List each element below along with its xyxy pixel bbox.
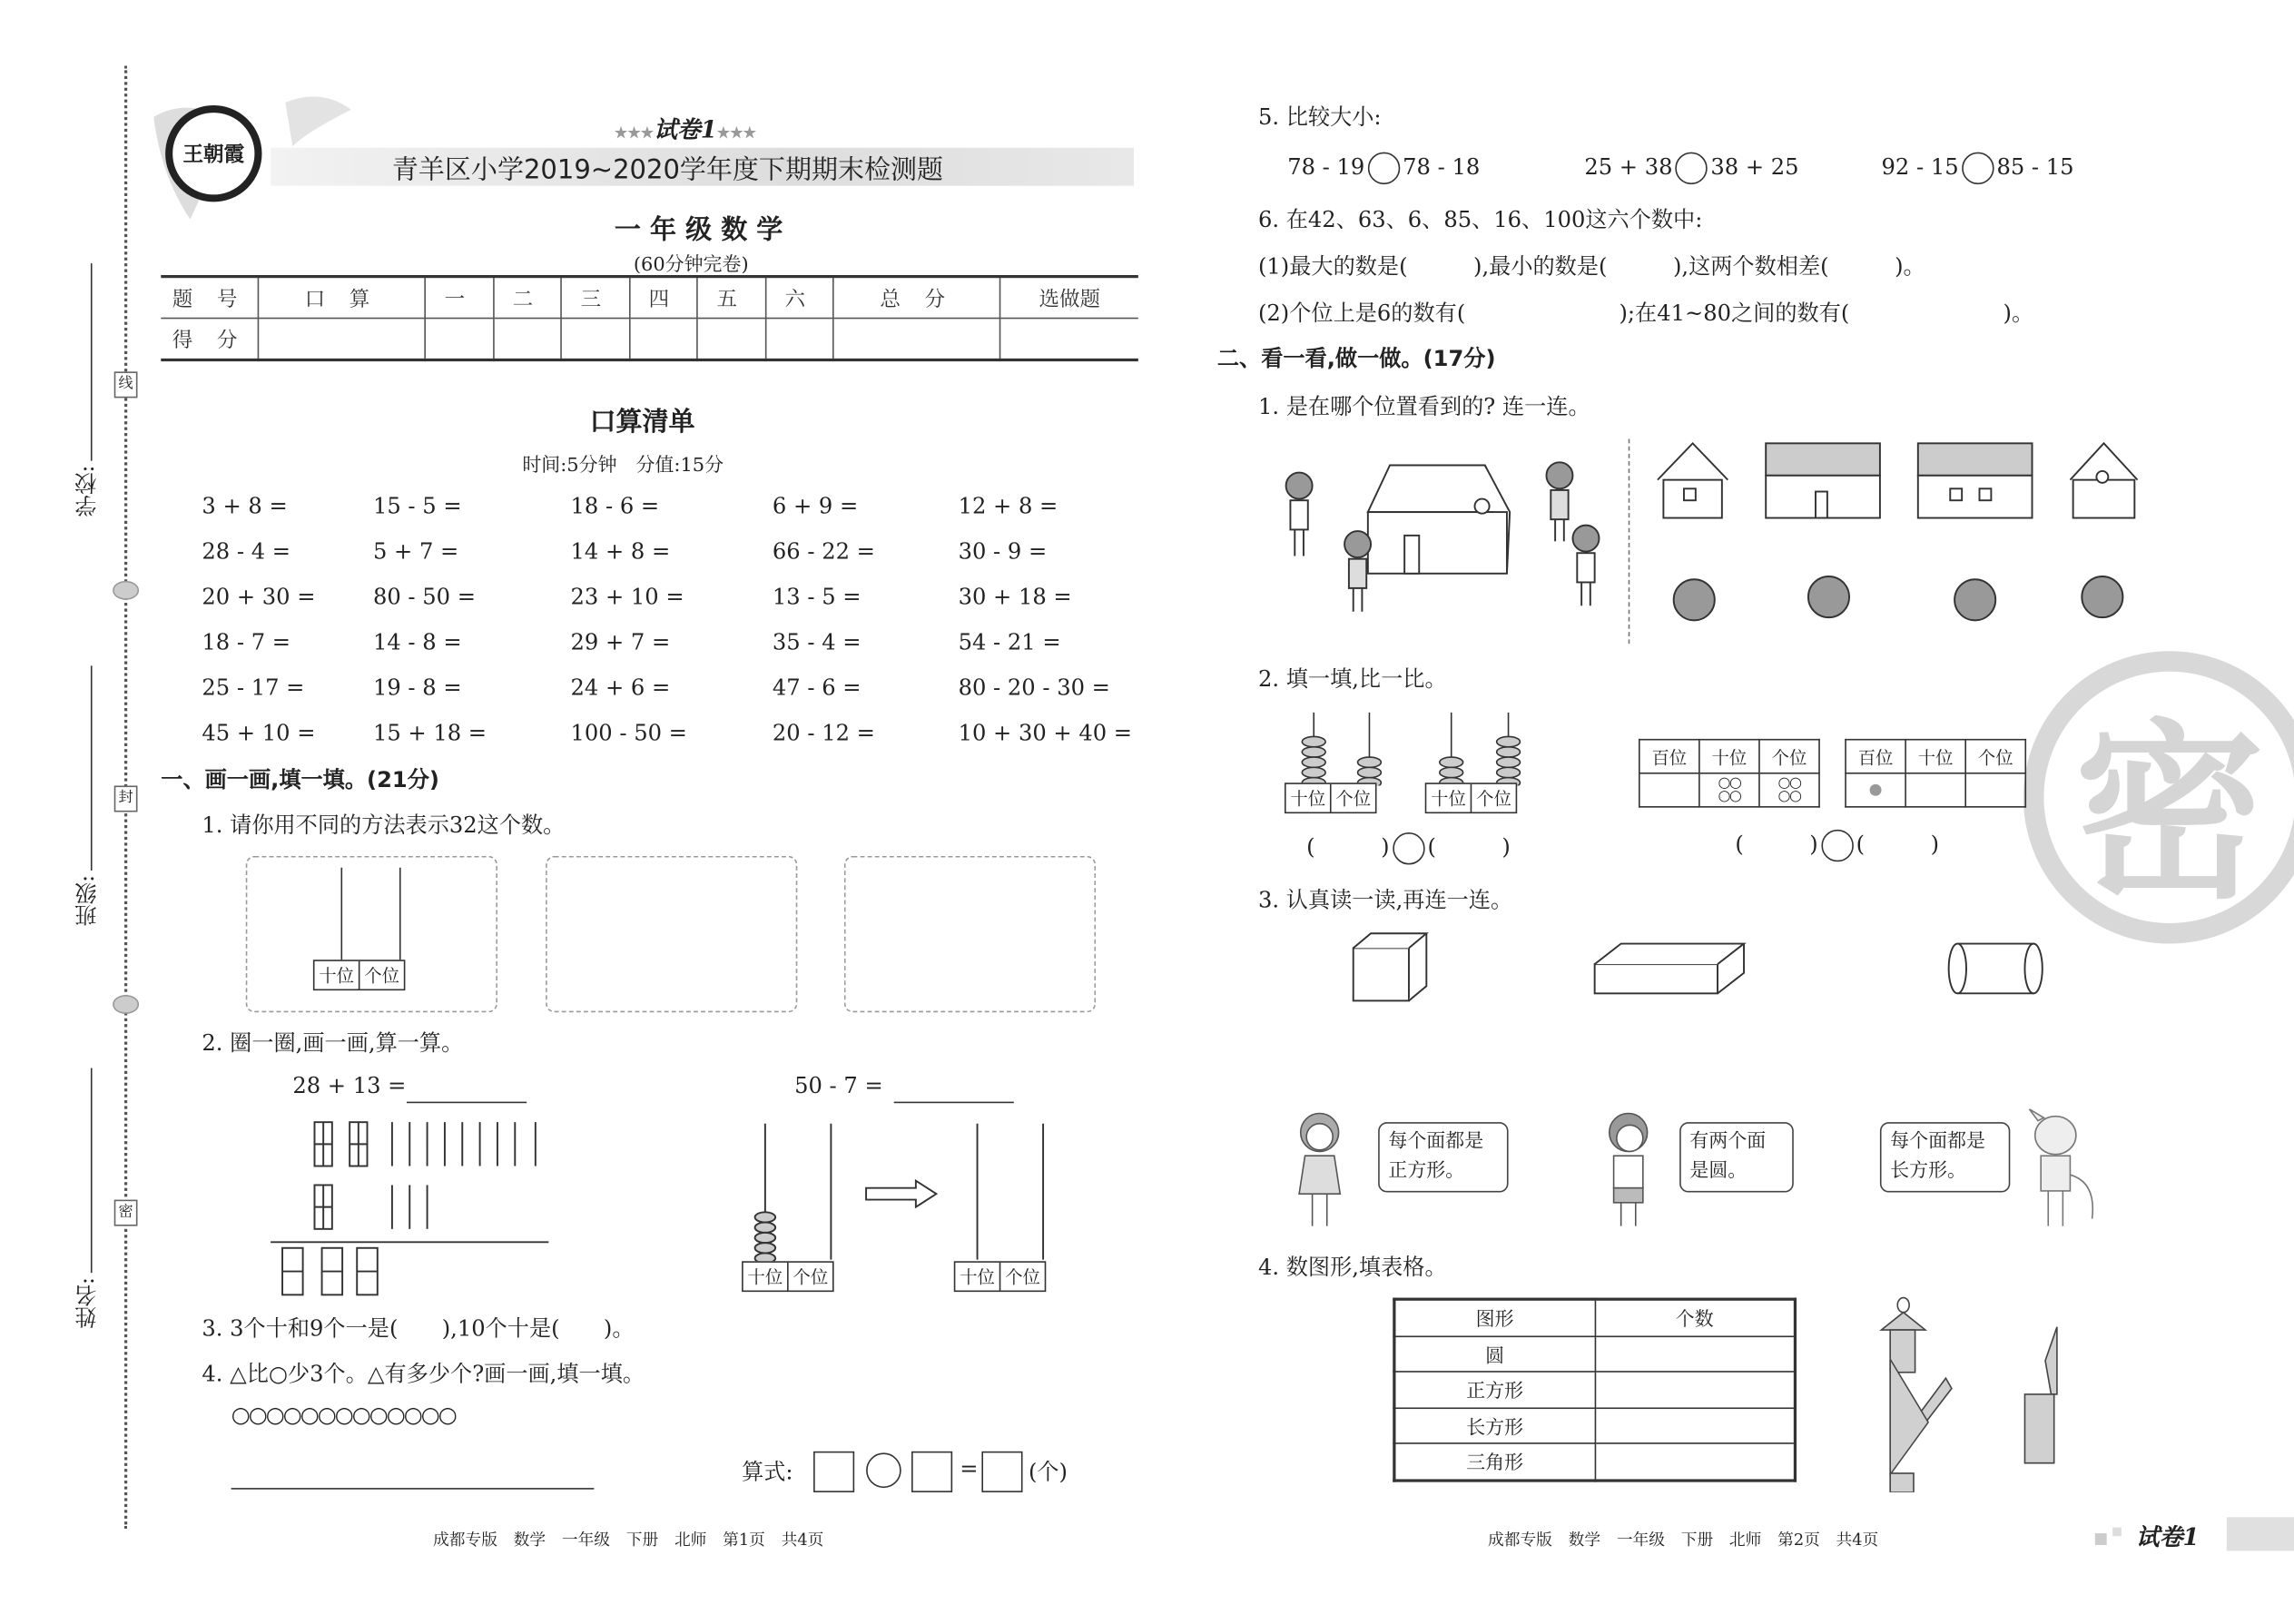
score-cell[interactable] xyxy=(425,319,493,360)
place-value-table xyxy=(1845,739,2026,808)
tens-label: 十位 xyxy=(314,961,359,989)
abacus-with-beads xyxy=(739,1119,863,1265)
calc-item: 15 - 5 = xyxy=(372,493,462,520)
star-icon: ★★★ xyxy=(716,125,757,143)
calc-item: 66 - 22 = xyxy=(772,538,875,566)
calc-item: 29 + 7 = xyxy=(570,629,671,656)
badge-decoration xyxy=(2095,1533,2107,1545)
abacus-rod xyxy=(341,868,343,961)
header-cell: 题 号 xyxy=(161,277,258,319)
ones-label: 个位 xyxy=(1476,788,1511,810)
calc-item: 3 + 8 = xyxy=(202,493,288,520)
page-footer-right: 成都专版 数学 一年级 下册 北师 第2页 共4页 xyxy=(1487,1530,1879,1550)
score-cell[interactable] xyxy=(258,319,425,360)
view-back xyxy=(1918,443,2033,517)
counter-dots-icon: ○○ ○○ xyxy=(1777,774,1801,804)
arrow-right-icon xyxy=(863,1179,940,1208)
place-label xyxy=(1285,782,1377,813)
score-cell[interactable] xyxy=(765,319,833,360)
ones-label: 个位 xyxy=(793,1266,829,1288)
badge-decoration xyxy=(2112,1528,2122,1537)
table-row xyxy=(1394,1407,1796,1442)
formula-operator-circle[interactable] xyxy=(866,1452,901,1488)
unit-label: (个) xyxy=(1028,1458,1068,1485)
answer-box-blank[interactable] xyxy=(844,856,1096,1012)
calc-item: 54 - 21 = xyxy=(958,629,1061,656)
class-label: 班级: xyxy=(73,874,100,927)
section2-heading: 二、看一看,做一做。(17分) xyxy=(1216,345,1496,372)
s2-q3-text: 3. 认真读一读,再连一连。 xyxy=(1257,886,1513,913)
calc-item: 47 - 6 = xyxy=(772,674,861,702)
place-label xyxy=(1425,782,1518,813)
calc-item: 5 + 7 = xyxy=(372,538,459,566)
calc-item: 13 - 5 = xyxy=(772,584,861,611)
brand-logo xyxy=(165,105,261,202)
pv-header: 十位 xyxy=(1905,740,1965,773)
header-cell: 二 xyxy=(493,277,561,319)
calc-item: 28 - 4 = xyxy=(202,538,291,566)
calc-item: 14 + 8 = xyxy=(570,538,671,566)
compare-right: 85 - 15 xyxy=(1996,153,2074,181)
score-cell[interactable] xyxy=(697,319,765,360)
calc-item: 100 - 50 = xyxy=(570,719,687,746)
score-table-header-row xyxy=(161,277,1138,319)
row-label: 得 分 xyxy=(161,319,258,360)
speech-bubble: 每个面都是正方形。 xyxy=(1378,1122,1508,1192)
calc-item: 20 - 12 = xyxy=(772,719,875,746)
compare-left: 92 - 15 xyxy=(1881,153,1959,181)
score-cell[interactable] xyxy=(493,319,561,360)
blank[interactable]: ( ) xyxy=(1306,833,1390,861)
score-table xyxy=(161,275,1138,361)
calc-item: 6 + 9 = xyxy=(772,493,859,520)
q2-answer-line-b[interactable] xyxy=(894,1102,1014,1104)
q4-circles: ○○○○○○○○○○○○○ xyxy=(231,1402,456,1429)
s2-q4-text: 4. 数图形,填表格。 xyxy=(1257,1254,1447,1281)
q5-title: 5. 比较大小: xyxy=(1257,103,1382,131)
q6-title: 6. 在42、63、6、85、16、100这六个数中: xyxy=(1257,206,1703,233)
q3-text: 3. 3个十和9个一是( ),10个十是( )。 xyxy=(202,1314,635,1342)
speech-bubble: 每个面都是长方形。 xyxy=(1880,1122,2010,1192)
shape-name: 长方形 xyxy=(1394,1407,1595,1442)
cube-shape xyxy=(1351,930,1432,1004)
header-cell: 五 xyxy=(697,277,765,319)
cylinder-shape xyxy=(1945,940,2048,996)
q2-text: 2. 圈一圈,画一画,算一算。 xyxy=(202,1029,464,1057)
answer-box-abacus[interactable] xyxy=(246,856,497,1012)
calc-item: 20 + 30 = xyxy=(202,584,316,611)
girl-character xyxy=(1275,1109,1371,1234)
dog-character xyxy=(2012,1109,2107,1234)
compare-right: 78 - 18 xyxy=(1403,153,1481,181)
equals-sign: = xyxy=(960,1455,979,1482)
calc-item: 23 + 10 = xyxy=(570,584,684,611)
calc-item: 80 - 20 - 30 = xyxy=(958,674,1110,702)
star-icon: ★★★ xyxy=(614,125,655,143)
school-line xyxy=(91,263,93,461)
series-badge-text: 试卷1 xyxy=(654,115,717,143)
pv-header: 个位 xyxy=(1965,740,2025,773)
formula-box[interactable] xyxy=(813,1452,854,1492)
table-row xyxy=(1394,1335,1796,1371)
swirl-icon xyxy=(113,995,139,1014)
place-label xyxy=(313,960,406,990)
child-figure xyxy=(1286,473,1313,556)
shape-name: 圆 xyxy=(1394,1335,1595,1371)
counter-dot-icon xyxy=(1870,784,1882,796)
ones-label: 个位 xyxy=(364,965,400,987)
watermark-text: 密 xyxy=(2074,701,2265,924)
place-label xyxy=(954,1261,1047,1292)
formula-box[interactable] xyxy=(981,1452,1022,1492)
calc-item: 18 - 6 = xyxy=(570,493,660,520)
section1-heading: 一、画一画,填一填。(21分) xyxy=(161,766,439,793)
oral-calc-meta: 时间:5分钟 分值:15分 xyxy=(522,455,724,477)
s2-q2-text: 2. 填一填,比一比。 xyxy=(1257,665,1447,693)
subject-title: 一 年 级 数 学 xyxy=(614,214,783,246)
score-cell[interactable] xyxy=(561,319,629,360)
header-cell: 总 分 xyxy=(833,277,1000,319)
view-side-window xyxy=(2070,443,2137,517)
series-badge xyxy=(615,111,756,144)
header-cell: 六 xyxy=(765,277,833,319)
name-line xyxy=(91,1068,93,1274)
compare-circle[interactable] xyxy=(1676,153,1708,184)
compare-circle[interactable] xyxy=(1962,153,1994,184)
pv-cell xyxy=(1699,773,1759,807)
marker-line: 线 xyxy=(114,371,138,398)
formula-box[interactable] xyxy=(911,1452,952,1492)
boy-character xyxy=(1588,1109,1676,1234)
calc-item: 30 - 9 = xyxy=(958,538,1048,566)
child-head xyxy=(1674,579,1715,620)
q4-drawing-line[interactable] xyxy=(231,1488,595,1490)
compare-blanks xyxy=(1306,831,1511,864)
calc-item: 30 + 18 = xyxy=(958,584,1072,611)
table-row xyxy=(1394,1372,1796,1407)
answer-box-blank[interactable] xyxy=(546,856,797,1012)
shape-name: 正方形 xyxy=(1394,1372,1595,1407)
page-footer-left: 成都专版 数学 一年级 下册 北师 第1页 共4页 xyxy=(433,1530,824,1550)
ones-label: 个位 xyxy=(1005,1266,1040,1288)
tens-label: 十位 xyxy=(1426,784,1472,812)
blank[interactable]: ( ) xyxy=(1427,833,1511,861)
house-views-figure xyxy=(1646,436,2158,648)
q1-text: 1. 请你用不同的方法表示32这个数。 xyxy=(202,812,566,839)
count-cell[interactable] xyxy=(1595,1407,1796,1442)
calc-item: 14 - 8 = xyxy=(372,629,462,656)
header-cell: 选做题 xyxy=(1000,277,1138,319)
header-cell: 口 算 xyxy=(258,277,425,319)
badge-bg xyxy=(2227,1517,2294,1550)
place-label xyxy=(742,1261,834,1292)
compare-right: 38 + 25 xyxy=(1710,153,1799,181)
divider-dashed xyxy=(1629,439,1630,645)
pv-header: 个位 xyxy=(1759,740,1819,773)
compare-circle[interactable] xyxy=(1367,153,1399,184)
marker-secret: 密 xyxy=(114,1200,138,1226)
speech-bubble: 有两个面是圆。 xyxy=(1679,1122,1794,1192)
blank[interactable]: ( ) xyxy=(1856,831,1940,858)
compare-item xyxy=(1584,153,1798,184)
tangram-figure xyxy=(1870,1294,2075,1492)
calc-item: 15 + 18 = xyxy=(372,719,487,746)
compare-blanks xyxy=(1735,828,1939,861)
s2-q1-text: 1. 是在哪个位置看到的? 连一连。 xyxy=(1257,393,1590,420)
marker-seal: 封 xyxy=(114,785,138,812)
school-label: 学校: xyxy=(73,465,100,517)
table-header: 图形 xyxy=(1394,1299,1595,1335)
score-cell[interactable] xyxy=(629,319,697,360)
pv-cell xyxy=(1965,773,2025,807)
pv-header: 十位 xyxy=(1699,740,1759,773)
header-cell: 四 xyxy=(629,277,697,319)
class-line xyxy=(91,665,93,871)
calc-item: 80 - 50 = xyxy=(372,584,476,611)
calc-item: 35 - 4 = xyxy=(772,629,861,656)
q6-part1: (1)最大的数是( ),最小的数是( ),这两个数相差( )。 xyxy=(1257,252,1925,280)
abacus-rod xyxy=(399,868,401,961)
tens-label: 十位 xyxy=(955,1263,1000,1291)
series-footer-badge xyxy=(2092,1517,2294,1550)
exam-title: 青羊区小学2019~2020学年度下期期末检测题 xyxy=(391,154,944,186)
view-side-door xyxy=(1658,443,1728,517)
house-scene-figure xyxy=(1273,439,1617,622)
compare-left: 25 + 38 xyxy=(1584,153,1673,181)
child-figure xyxy=(1572,526,1599,606)
shape-count-table xyxy=(1393,1298,1797,1481)
pv-header: 百位 xyxy=(1846,740,1905,773)
child-figure xyxy=(1546,462,1572,541)
pv-cell xyxy=(1639,773,1699,807)
header-cell: 三 xyxy=(561,277,629,319)
view-front xyxy=(1766,443,1880,517)
count-cell[interactable] xyxy=(1595,1372,1796,1407)
oral-calc-title: 口算清单 xyxy=(589,407,695,438)
swirl-icon xyxy=(113,581,139,600)
tens-label: 十位 xyxy=(1286,784,1332,812)
place-value-table xyxy=(1639,739,1820,808)
count-cell[interactable] xyxy=(1595,1443,1796,1480)
time-note: (60分钟完卷) xyxy=(633,254,749,277)
q4-text: 4. △比○少3个。△有多少个?画一画,填一填。 xyxy=(202,1360,645,1387)
pv-cell xyxy=(1846,773,1905,807)
count-cell[interactable] xyxy=(1595,1335,1796,1371)
tens-label: 十位 xyxy=(743,1263,789,1291)
calc-item: 25 - 17 = xyxy=(202,674,305,702)
shape-name: 三角形 xyxy=(1394,1443,1595,1480)
score-cell[interactable] xyxy=(1000,319,1138,360)
cuboid-shape xyxy=(1591,940,1749,996)
formula-label: 算式: xyxy=(742,1458,793,1485)
blank[interactable]: ( ) xyxy=(1735,831,1818,858)
q2-expr-b: 50 - 7 = xyxy=(794,1072,883,1099)
ones-label: 个位 xyxy=(1335,788,1372,810)
calc-item: 24 + 6 = xyxy=(570,674,671,702)
brand-logo-text: 王朝霞 xyxy=(182,143,245,167)
calc-item: 12 + 8 = xyxy=(958,493,1058,520)
q2-expr-a: 28 + 13 = xyxy=(292,1072,407,1099)
q2-answer-line-a[interactable] xyxy=(407,1102,527,1104)
pv-header: 百位 xyxy=(1639,740,1699,773)
abacus-empty xyxy=(951,1119,1076,1265)
pv-cell xyxy=(1759,773,1819,807)
table-header: 个数 xyxy=(1595,1299,1796,1335)
badge-text: 试卷1 xyxy=(2135,1522,2200,1551)
watermark-seal xyxy=(2023,651,2294,943)
compare-circle[interactable] xyxy=(1821,830,1853,861)
sticks-bundles-figure xyxy=(263,1112,556,1303)
name-label: 姓名: xyxy=(73,1277,100,1329)
q6-part2: (2)个位上是6的数有( );在41~80之间的数有( )。 xyxy=(1257,300,2034,327)
abacus-pair-figure xyxy=(1285,710,1548,786)
pv-cell xyxy=(1905,773,1965,807)
compare-circle[interactable] xyxy=(1393,832,1424,864)
table-row xyxy=(1394,1443,1796,1480)
counter-dots-icon: ○○ ○○ xyxy=(1718,774,1741,804)
score-table-score-row xyxy=(161,319,1138,360)
score-cell[interactable] xyxy=(833,319,1000,360)
compare-item xyxy=(1882,153,2074,184)
compare-item xyxy=(1287,153,1480,184)
child-figure xyxy=(1344,531,1371,612)
calc-item: 18 - 7 = xyxy=(202,629,291,656)
calc-item: 45 + 10 = xyxy=(202,719,316,746)
calc-item: 10 + 30 + 40 = xyxy=(958,719,1133,746)
calc-item: 19 - 8 = xyxy=(372,674,462,702)
compare-left: 78 - 19 xyxy=(1287,153,1365,181)
header-cell: 一 xyxy=(425,277,493,319)
